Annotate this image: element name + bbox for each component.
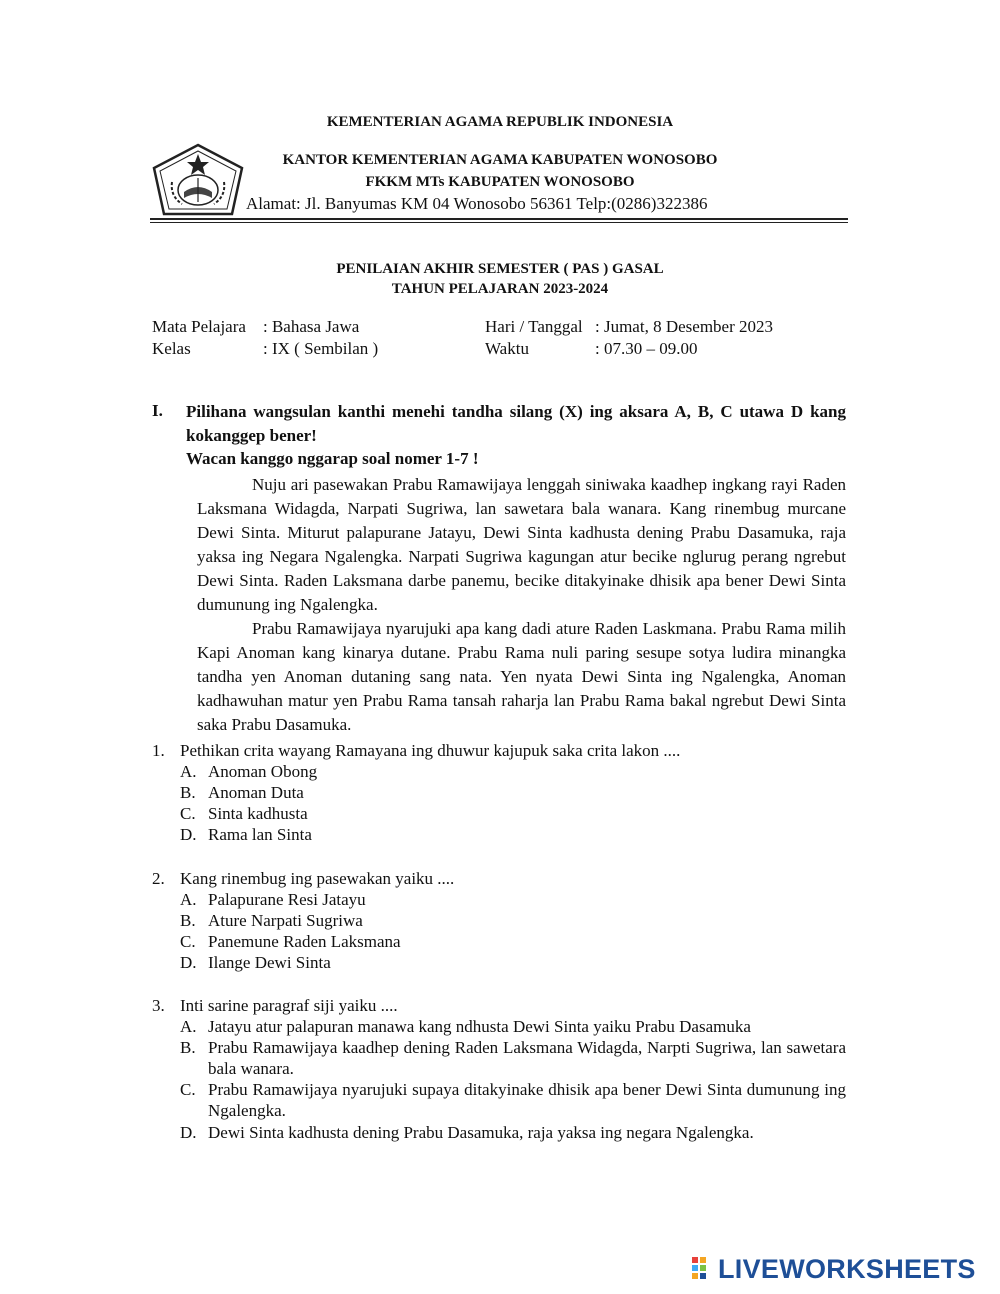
- time-label: Waktu: [485, 339, 529, 358]
- exam-title: PENILAIAN AKHIR SEMESTER ( PAS ) GASAL: [336, 261, 664, 277]
- option-letter[interactable]: C.: [180, 1080, 196, 1099]
- class-label: Kelas: [152, 339, 191, 358]
- option-text[interactable]: Anoman Obong: [208, 762, 318, 781]
- question-number: 3.: [152, 996, 165, 1015]
- option-letter[interactable]: D.: [180, 825, 197, 844]
- option-letter[interactable]: C.: [180, 932, 196, 951]
- question-number: 2.: [152, 869, 165, 888]
- option-letter[interactable]: C.: [180, 804, 196, 823]
- office-heading: KANTOR KEMENTERIAN AGAMA KABUPATEN WONOSOBO: [282, 152, 718, 168]
- option-letter[interactable]: A.: [180, 890, 197, 909]
- class-value: : IX ( Sembilan ): [263, 339, 379, 358]
- option-text[interactable]: Ilange Dewi Sinta: [208, 953, 331, 972]
- forum-heading: FKKM MTs KABUPATEN WONOSOBO: [365, 174, 635, 190]
- option-letter[interactable]: D.: [180, 953, 197, 972]
- exam-year: TAHUN PELAJARAN 2023-2024: [391, 281, 609, 297]
- option-text[interactable]: Prabu Ramawijaya kaadhep dening Raden Laksmana Widagda, Narpti Sugriwa, lan sawetara bala wanara.: [208, 1038, 846, 1078]
- passage-paragraph: Prabu Ramawijaya nyarujuki apa kang dadi ature Raden Laskmana. Prabu Rama milih Kapi Anoman kang kinarya dutane. Prabu Rama nuli paring sesupe sotya ludira minangka tandha yen Anoman dutaning sang nata. Yen nyata Dewi Sinta ing Ngalengka, Anoman kadhawuhan matur yen Prabu Rama tansah raharja lan Prabu Rama bakal ngrebut Dewi Sinta saka Prabu Dasamuka.: [197, 619, 846, 734]
- option-text[interactable]: Prabu Ramawijaya nyarujuki supaya ditakyinake dhisik apa bener Dewi Sinta dumunung ing Ngalengka.: [208, 1080, 846, 1120]
- passage-paragraph: Nuju ari pasewakan Prabu Ramawijaya lenggah siniwaka kaadhep ingkang rayi Raden Laksmana Widagda, Narpati Sugriwa, lan sawetara bala wanara. Kang rinembug murcane Dewi Sinta. Miturut palapurane Jatayu, Dewi Sinta kadhusta dening Prabu Dasamuka, raja yaksa ing Negara Ngalengka. Narpati Sugriwa kagungan atur becike nglurug perang ngrebut Dewi Sinta. Raden Laksmana darbe panemu, becike ditakyinake dhisik apa bener Dewi Sinta dumunung ing Ngalengka.: [197, 475, 846, 614]
- reading-label: Wacan kanggo nggarap soal nomer 1-7 !: [186, 449, 479, 468]
- time-value: : 07.30 – 09.00: [595, 339, 698, 358]
- date-value: : Jumat, 8 Desember 2023: [595, 317, 773, 336]
- option-letter[interactable]: A.: [180, 762, 197, 781]
- ministry-heading: KEMENTERIAN AGAMA REPUBLIK INDONESIA: [326, 114, 674, 130]
- option-text[interactable]: Palapurane Resi Jatayu: [208, 890, 366, 909]
- option-text[interactable]: Rama lan Sinta: [208, 825, 312, 844]
- ministry-emblem-icon: [150, 142, 246, 218]
- option-letter[interactable]: D.: [180, 1123, 197, 1142]
- question-text: Pethikan crita wayang Ramayana ing dhuwur kajupuk saka crita lakon ....: [180, 741, 681, 760]
- date-label: Hari / Tanggal: [485, 317, 583, 336]
- option-text[interactable]: Sinta kadhusta: [208, 804, 308, 823]
- option-text[interactable]: Dewi Sinta kadhusta dening Prabu Dasamuka, raja yaksa ing negara Ngalengka.: [208, 1123, 754, 1142]
- option-text[interactable]: Jatayu atur palapuran manawa kang ndhusta Dewi Sinta yaiku Prabu Dasamuka: [208, 1017, 751, 1036]
- subject-value: : Bahasa Jawa: [263, 317, 360, 336]
- watermark-text: LIVEWORKSHEETS: [718, 1254, 976, 1284]
- option-letter[interactable]: B.: [180, 783, 196, 802]
- question-text: Kang rinembug ing pasewakan yaiku ....: [180, 869, 455, 888]
- section-instruction: Pilihana wangsulan kanthi menehi tandha silang (X) ing aksara A, B, C utawa D kang kokanggep bener!: [186, 402, 846, 445]
- question-text: Inti sarine paragraf siji yaiku ....: [180, 996, 398, 1015]
- option-text[interactable]: Ature Narpati Sugriwa: [208, 911, 363, 930]
- office-address: Alamat: Jl. Banyumas KM 04 Wonosobo 56361 Telp:(0286)322386: [246, 194, 708, 213]
- header-divider: [150, 218, 848, 220]
- question-number: 1.: [152, 741, 165, 760]
- option-letter[interactable]: B.: [180, 1038, 196, 1057]
- option-letter[interactable]: B.: [180, 911, 196, 930]
- option-text[interactable]: Anoman Duta: [208, 783, 304, 802]
- section-number: I.: [152, 401, 163, 420]
- option-text[interactable]: Panemune Raden Laksmana: [208, 932, 401, 951]
- liveworksheets-logo-icon: [692, 1257, 714, 1283]
- header-divider-thin: [150, 222, 848, 223]
- option-letter[interactable]: A.: [180, 1017, 197, 1036]
- subject-label: Mata Pelajara: [152, 317, 246, 336]
